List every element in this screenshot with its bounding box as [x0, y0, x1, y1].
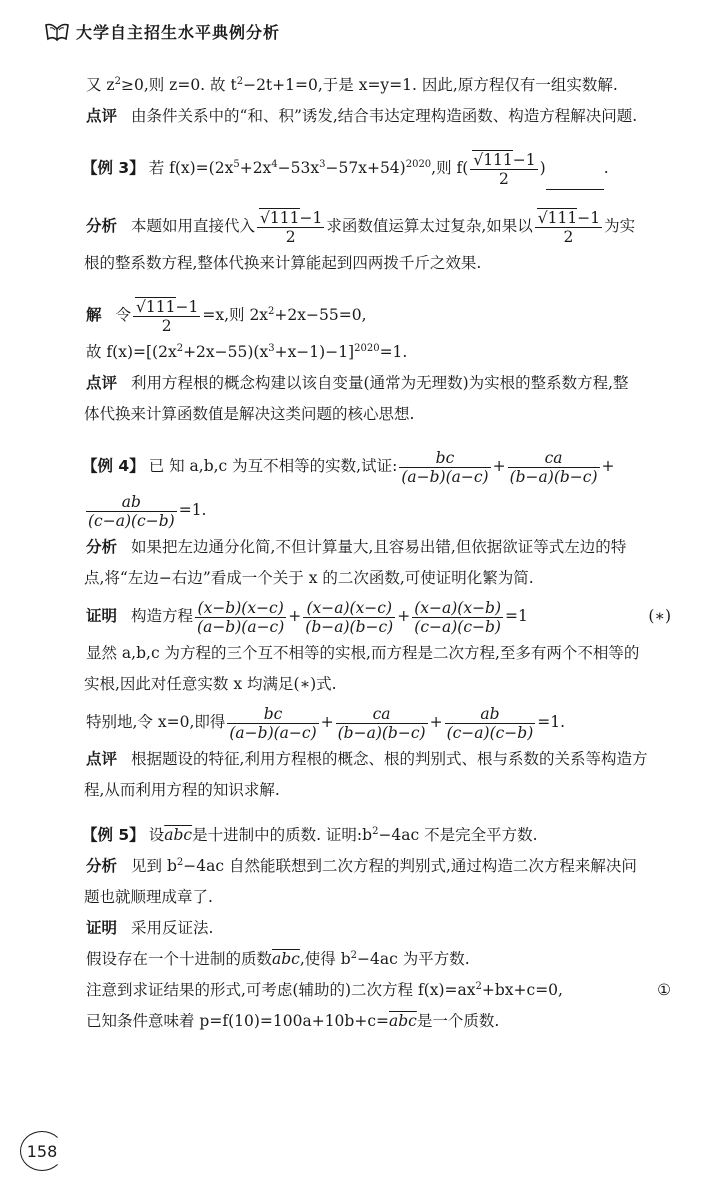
proof-4-line3: 实根,因此对任意实数 x 均满足(∗)式.	[84, 675, 337, 693]
example-5: 【例 5】 设$\overline{abc}$是十进制中的质数. 证明$:b^2-4ac$ 不是完全平方数.	[82, 825, 538, 844]
equation-marker-star: (∗)	[648, 607, 671, 625]
comment-1: 点评 由条件关系中的“和、积”诱发,结合韦达定理构造函数、构造方程解决问题.	[86, 107, 638, 125]
analysis-4-line2: 点,将“左边−右边”看成一个关于 x 的二次函数,可使证明化繁为简.	[84, 569, 534, 587]
example-3: 【例 3】 若 $f(x)=(2x^5+2x^4-53x^3-57x+54)^{2020}$,则 f( $\frac{√111-1}{2}$ ) .	[86, 146, 701, 190]
analysis-5-line1: 分析 见到 $b^2-4ac$ 自然能联想到二次方程的判别式,通过构造二次方程来解决问	[86, 856, 637, 875]
proof-4-line1: 证明 构造方程 $\frac{(x-b)(x-c)}{(a-b)(a-c)}$ + $\frac{(x-a)(x-c)}{(b-a)(b-c)}$ + $\frac{(x-a)(x-b)}{(c-a)(c-b)}$ =1 (∗)	[86, 594, 701, 638]
solution-3-line2: 故 $f(x)=[(2x^2+2x-55)(x^3+x-1)-1]^{2020}=1$.	[86, 342, 408, 361]
proof-5-line1: 证明 采用反证法.	[86, 919, 214, 937]
proof-4-line4: 特别地,令 x=0,即得 $\frac{bc}{(a-b)(a-c)}$ + $\frac{ca}{(b-a)(b-c)}$ + $\frac{ab}{(c-a)(c-b)}$ =1.	[86, 704, 566, 742]
proof-4-line2: 显然 a,b,c 为方程的三个互不相等的实根,而方程是二次方程,至多有两个不相等的	[86, 644, 640, 662]
example-4-line1: 【例 4】 已 知 a,b,c 为互不相等的实数,试证: $\frac{bc}{(a-b)(a-c)}$ + $\frac{ca}{(b-a)(b-c)}$ +	[82, 448, 615, 486]
analysis-3-line2: 根的整系数方程,整体代换来计算能起到四两拨千斤之效果.	[84, 254, 482, 272]
example-4-line2: $\frac{ab}{(c-a)(c-b)}$ =1.	[88, 492, 207, 530]
comment-3-line1: 点评 利用方程根的概念构建以该自变量(通常为无理数)为实根的整系数方程,整	[86, 374, 629, 392]
comment-4-line2: 程,从而利用方程的知识求解.	[84, 781, 280, 799]
page-body	[82, 70, 701, 1037]
comment-4-line1: 点评 根据题设的特征,利用方程根的概念、根的判别式、根与系数的关系等构造方	[86, 750, 648, 768]
proof-5-line2: 假设存在一个十进制的质数$\overline{abc}$,使得 $b^2-4ac$ 为平方数.	[86, 949, 470, 968]
header-title: 大学自主招生水平典例分析	[76, 23, 281, 42]
proof-5-line4: 已知条件意味着 $p=f(10)=100a+10b+c=\overline{abc}$是一个质数.	[86, 1012, 500, 1030]
analysis-4-line1: 分析 如果把左边通分化简,不但计算量大,且容易出错,但依据欲证等式左边的特	[86, 538, 627, 556]
p1-line: 又 $z^2\ge 0$,则 z=0. 故 $t^2-2t+1=0$,于是 x=y=1. 因此,原方程仅有一组实数解.	[86, 75, 618, 94]
equation-marker-1: ①	[657, 981, 671, 999]
comment-3-line2: 体代换来计算函数值是解决这类问题的核心思想.	[84, 405, 415, 423]
page-number: 158	[20, 1131, 64, 1171]
solution-3-line1: 解 令 $\frac{√111-1}{2}$ =x,则 $2x^2+2x-55=0$,	[86, 297, 367, 335]
book-logo-icon	[44, 21, 70, 43]
answer-blank	[546, 173, 604, 190]
analysis-5-line2: 题也就顺理成章了.	[84, 888, 213, 906]
running-header	[44, 20, 280, 43]
proof-5-line3: 注意到求证结果的形式,可考虑(辅助的)二次方程 $f(x)=ax^2+bx+c=0$, ①	[86, 975, 701, 1006]
analysis-3-line1: 分析 本题如用直接代入 $\frac{√111-1}{2}$ 求函数值运算太过复杂,如果以 $\frac{√111-1}{2}$ 为实	[86, 208, 636, 246]
